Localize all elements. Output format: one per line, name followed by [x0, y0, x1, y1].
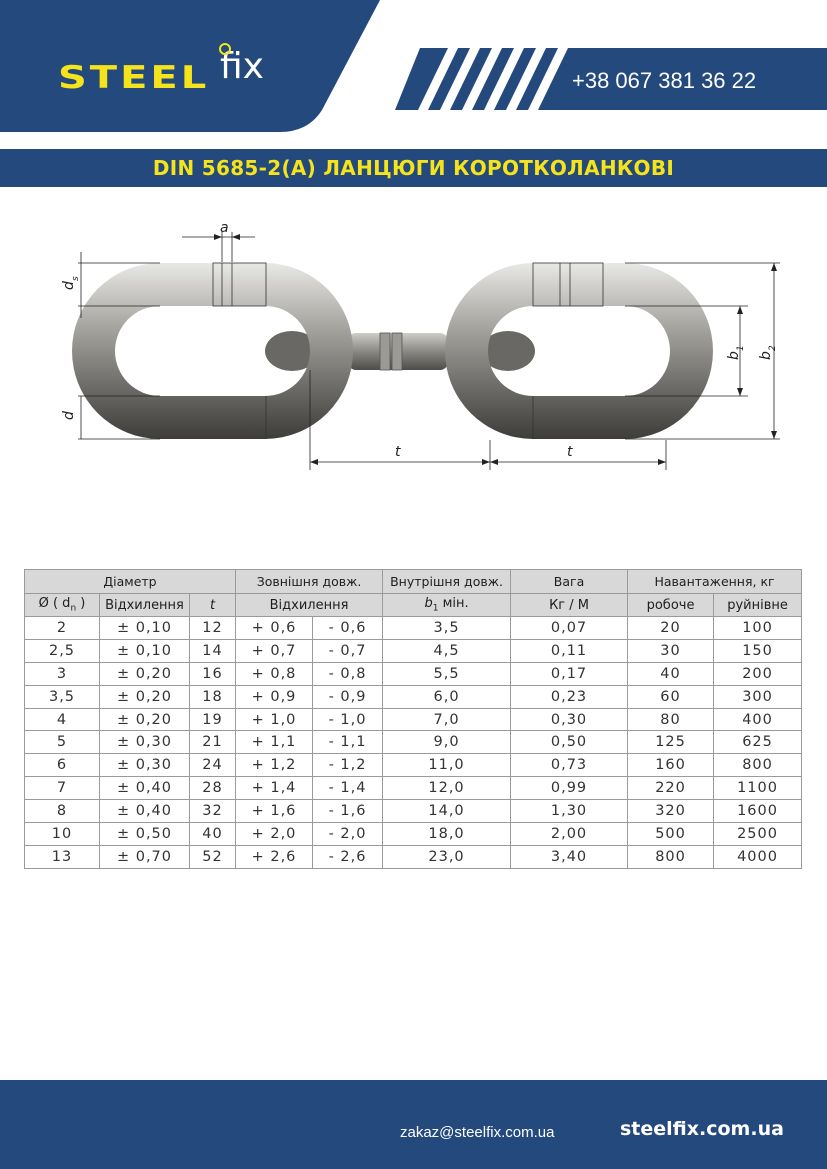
- dim-a-label: a: [220, 220, 229, 236]
- website-link[interactable]: steelfix.com.ua: [620, 1118, 784, 1140]
- cell-plus: + 0,8: [236, 662, 313, 685]
- col-t-header: t: [190, 594, 236, 617]
- cell-working: 220: [628, 777, 714, 800]
- cell-working: 40: [628, 662, 714, 685]
- cell-working: 80: [628, 708, 714, 731]
- cell-dev: ± 0,50: [100, 823, 190, 846]
- cell-dn: 13: [25, 845, 100, 868]
- table-row: [25, 754, 802, 777]
- cell-dn: 3: [25, 662, 100, 685]
- cell-plus: + 0,7: [236, 639, 313, 662]
- cell-minus: - 0,8: [313, 662, 383, 685]
- table-header-row-2: [25, 594, 802, 617]
- col-load-header: Навантаження, кг: [628, 570, 802, 594]
- cell-plus: + 1,1: [236, 731, 313, 754]
- steelfix-logo[interactable]: [58, 46, 273, 104]
- cell-t: 18: [190, 685, 236, 708]
- dim-t2-label: t: [567, 444, 573, 460]
- cell-breaking: 800: [714, 754, 802, 777]
- cell-t: 14: [190, 639, 236, 662]
- cell-dn: 3,5: [25, 685, 100, 708]
- table-row: [25, 731, 802, 754]
- title-bar: [0, 149, 827, 187]
- cell-plus: + 0,9: [236, 685, 313, 708]
- cell-dev: ± 0,70: [100, 845, 190, 868]
- logo-fix-text: fix: [220, 46, 264, 87]
- logo-steel-text: STEEL: [58, 60, 210, 96]
- table-row: [25, 617, 802, 640]
- cell-b1: 9,0: [383, 731, 511, 754]
- cell-dn: 8: [25, 800, 100, 823]
- col-inner-header: Внутрішня довж.: [383, 570, 511, 594]
- cell-breaking: 100: [714, 617, 802, 640]
- dim-ds-label: d: [61, 281, 77, 290]
- col-diameter-header: Діаметр: [25, 570, 236, 594]
- left-link: [72, 263, 353, 439]
- spec-table: [24, 569, 802, 869]
- cell-plus: + 1,6: [236, 800, 313, 823]
- col-weight-unit-header: Кг / М: [511, 594, 628, 617]
- table-row: [25, 662, 802, 685]
- cell-working: 800: [628, 845, 714, 868]
- cell-breaking: 200: [714, 662, 802, 685]
- cell-plus: + 1,4: [236, 777, 313, 800]
- col-deviation-header: Відхилення: [100, 594, 190, 617]
- table-header-row-1: [25, 570, 802, 594]
- col-working-header: робоче: [628, 594, 714, 617]
- right-link: [445, 263, 713, 439]
- cell-dn: 7: [25, 777, 100, 800]
- table-row: [25, 639, 802, 662]
- cell-working: 160: [628, 754, 714, 777]
- cell-dev: ± 0,10: [100, 617, 190, 640]
- dim-b2-sub: 2: [768, 345, 778, 351]
- cell-minus: - 1,6: [313, 800, 383, 823]
- cell-breaking: 2500: [714, 823, 802, 846]
- cell-t: 12: [190, 617, 236, 640]
- cell-t: 28: [190, 777, 236, 800]
- cell-weight: 0,07: [511, 617, 628, 640]
- cell-b1: 18,0: [383, 823, 511, 846]
- cell-b1: 4,5: [383, 639, 511, 662]
- cell-dn: 6: [25, 754, 100, 777]
- cell-dev: ± 0,30: [100, 731, 190, 754]
- cell-weight: 0,11: [511, 639, 628, 662]
- table-row: [25, 800, 802, 823]
- cell-breaking: 1100: [714, 777, 802, 800]
- screw-head-icon: [218, 42, 232, 56]
- cell-minus: - 1,4: [313, 777, 383, 800]
- cell-b1: 7,0: [383, 708, 511, 731]
- cell-minus: - 1,2: [313, 754, 383, 777]
- table-row: [25, 708, 802, 731]
- dim-d-label: d: [61, 411, 77, 420]
- cell-working: 320: [628, 800, 714, 823]
- cell-b1: 6,0: [383, 685, 511, 708]
- cell-weight: 1,30: [511, 800, 628, 823]
- dim-b2-label: b: [758, 351, 774, 360]
- cell-plus: + 2,0: [236, 823, 313, 846]
- table-row: [25, 777, 802, 800]
- cell-dev: ± 0,40: [100, 800, 190, 823]
- cell-t: 24: [190, 754, 236, 777]
- cell-weight: 3,40: [511, 845, 628, 868]
- cell-t: 52: [190, 845, 236, 868]
- cell-dn: 10: [25, 823, 100, 846]
- col-dn-header: Ø ( $d_n$ ): [25, 594, 100, 617]
- cell-dev: ± 0,30: [100, 754, 190, 777]
- cell-working: 60: [628, 685, 714, 708]
- cell-minus: - 0,6: [313, 617, 383, 640]
- col-outer-deviation-header: Відхилення: [236, 594, 383, 617]
- cell-breaking: 400: [714, 708, 802, 731]
- cell-minus: - 1,1: [313, 731, 383, 754]
- cell-b1: 23,0: [383, 845, 511, 868]
- cell-b1: 5,5: [383, 662, 511, 685]
- cell-breaking: 1600: [714, 800, 802, 823]
- cell-dev: ± 0,20: [100, 708, 190, 731]
- cell-dn: 5: [25, 731, 100, 754]
- table-row: [25, 823, 802, 846]
- cell-b1: 12,0: [383, 777, 511, 800]
- dim-ds-sub: s: [71, 276, 81, 281]
- cell-breaking: 150: [714, 639, 802, 662]
- cell-weight: 0,23: [511, 685, 628, 708]
- cell-working: 125: [628, 731, 714, 754]
- chain-drawing: [40, 212, 800, 482]
- col-breaking-header: руйнівне: [714, 594, 802, 617]
- cell-plus: + 1,0: [236, 708, 313, 731]
- phone-number[interactable]: +38 067 381 36 22: [572, 68, 757, 93]
- cell-weight: 0,50: [511, 731, 628, 754]
- cell-minus: - 1,0: [313, 708, 383, 731]
- cell-plus: + 1,2: [236, 754, 313, 777]
- cell-dn: 4: [25, 708, 100, 731]
- cell-b1: 11,0: [383, 754, 511, 777]
- cell-plus: + 2,6: [236, 845, 313, 868]
- col-weight-header: Вага: [511, 570, 628, 594]
- cell-t: 19: [190, 708, 236, 731]
- cell-dev: ± 0,40: [100, 777, 190, 800]
- cell-working: 30: [628, 639, 714, 662]
- table-row: [25, 685, 802, 708]
- cell-dev: ± 0,20: [100, 662, 190, 685]
- cell-plus: + 0,6: [236, 617, 313, 640]
- cell-weight: 0,99: [511, 777, 628, 800]
- cell-working: 500: [628, 823, 714, 846]
- cell-minus: - 2,0: [313, 823, 383, 846]
- cell-minus: - 0,9: [313, 685, 383, 708]
- cell-weight: 2,00: [511, 823, 628, 846]
- cell-t: 32: [190, 800, 236, 823]
- cell-breaking: 4000: [714, 845, 802, 868]
- col-outer-header: Зовнішня довж.: [236, 570, 383, 594]
- cell-breaking: 300: [714, 685, 802, 708]
- dim-t1-label: t: [395, 444, 401, 460]
- col-b1-header: $b_1$ мін.: [383, 594, 511, 617]
- cell-weight: 0,73: [511, 754, 628, 777]
- cell-dn: 2: [25, 617, 100, 640]
- dim-b1-sub: 1: [736, 345, 746, 351]
- cell-weight: 0,30: [511, 708, 628, 731]
- contact-email[interactable]: zakaz@steelfix.com.ua: [400, 1124, 555, 1141]
- cell-b1: 14,0: [383, 800, 511, 823]
- cell-minus: - 0,7: [313, 639, 383, 662]
- cell-weight: 0,17: [511, 662, 628, 685]
- cell-t: 40: [190, 823, 236, 846]
- cell-minus: - 2,6: [313, 845, 383, 868]
- cell-dn: 2,5: [25, 639, 100, 662]
- cell-t: 21: [190, 731, 236, 754]
- cell-breaking: 625: [714, 731, 802, 754]
- dim-b1-label: b: [726, 351, 742, 360]
- cell-working: 20: [628, 617, 714, 640]
- cell-dev: ± 0,10: [100, 639, 190, 662]
- cell-t: 16: [190, 662, 236, 685]
- table-row: [25, 845, 802, 868]
- cell-dev: ± 0,20: [100, 685, 190, 708]
- cell-b1: 3,5: [383, 617, 511, 640]
- page-title: DIN 5685-2(A) ЛАНЦЮГИ КОРОТКОЛАНКОВІ: [152, 156, 675, 180]
